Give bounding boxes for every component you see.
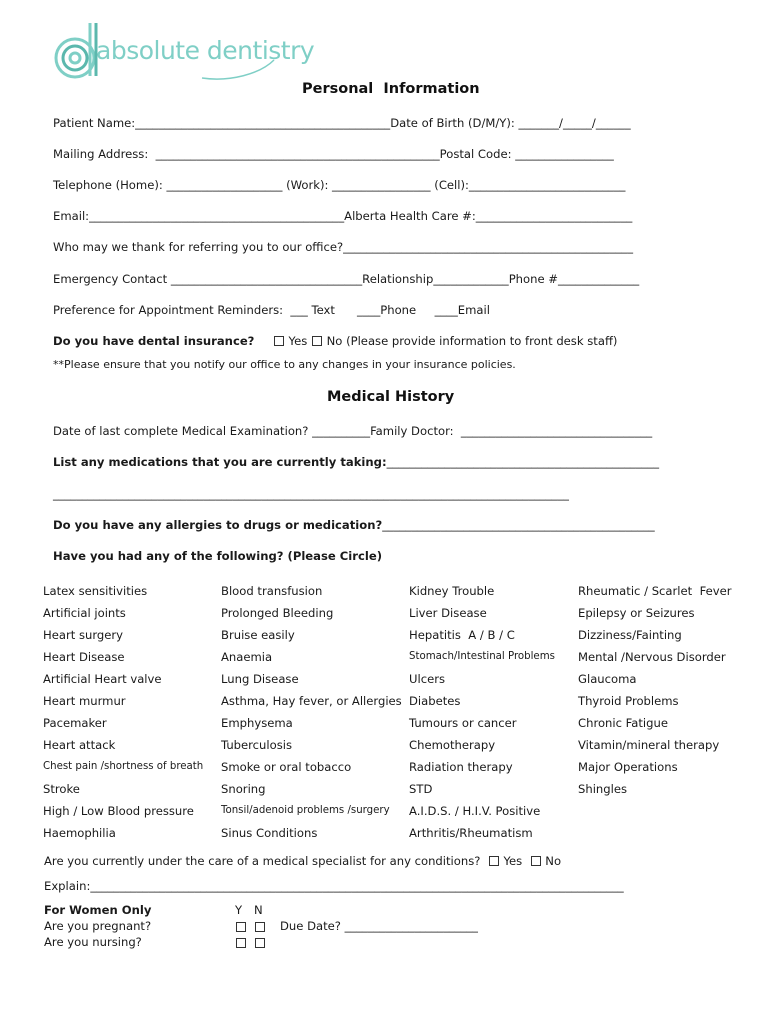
condition-item[interactable]: Blood transfusion <box>221 584 323 598</box>
condition-item[interactable]: Ulcers <box>409 672 446 686</box>
condition-item[interactable]: Diabetes <box>409 694 461 708</box>
condition-item[interactable]: Liver Disease <box>409 606 487 620</box>
condition-item[interactable]: A.I.D.S. / H.I.V. Positive <box>409 804 541 818</box>
nursing-no-checkbox[interactable] <box>255 938 265 948</box>
condition-item[interactable]: Shingles <box>578 782 628 796</box>
condition-item[interactable]: Tumours or cancer <box>409 716 517 730</box>
condition-item[interactable]: Artificial Heart valve <box>43 672 162 686</box>
allergies-blank: _______________________________________________ <box>382 518 655 532</box>
condition-item[interactable]: Artificial joints <box>43 606 126 620</box>
condition-item[interactable]: Smoke or oral tobacco <box>221 760 352 774</box>
email-line[interactable]: Email:____________________________________________Alberta Health Care #:___________________________ <box>53 209 633 223</box>
condition-item[interactable]: High / Low Blood pressure <box>43 804 194 818</box>
pregnant-no-checkbox[interactable] <box>255 922 265 932</box>
condition-item[interactable]: Lung Disease <box>221 672 299 686</box>
medications-blank-line[interactable]: _________________________________________________________________________________________ <box>53 487 569 501</box>
insurance-yes-checkbox[interactable] <box>274 336 284 346</box>
appointment-reminder-line[interactable]: Preference for Appointment Reminders: ___ Text ____Phone ____Email <box>53 303 490 317</box>
specialist-no-checkbox[interactable] <box>531 856 541 866</box>
condition-item[interactable]: Thyroid Problems <box>578 694 679 708</box>
women-only-heading: For Women Only <box>44 903 152 917</box>
condition-item[interactable]: Anaemia <box>221 650 273 664</box>
insurance-note: **Please ensure that you notify our office to any changes in your insurance policies. <box>53 358 516 371</box>
no-column-label: N <box>254 903 263 917</box>
condition-item[interactable]: Rheumatic / Scarlet Fever <box>578 584 732 598</box>
medications-question: List any medications that you are currently taking: <box>53 455 387 469</box>
allergies-line[interactable] <box>53 518 655 532</box>
condition-item[interactable]: Tonsil/adenoid problems /surgery <box>221 805 390 816</box>
condition-item[interactable]: Latex sensitivities <box>43 584 148 598</box>
condition-item[interactable]: Hepatitis A / B / C <box>409 628 515 642</box>
condition-item[interactable]: Heart murmur <box>43 694 126 708</box>
following-question: Have you had any of the following? (Please Circle) <box>53 549 383 563</box>
logo-swoosh-icon <box>200 58 280 82</box>
patient-name-line[interactable]: Patient Name:____________________________________________Date of Birth (D/M/Y): _______/_____/______ <box>53 116 631 130</box>
specialist-no-label: No <box>545 854 562 868</box>
specialist-yes-checkbox[interactable] <box>489 856 499 866</box>
condition-item[interactable]: Glaucoma <box>578 672 637 686</box>
medications-line[interactable] <box>53 455 659 469</box>
condition-item[interactable]: Chemotherapy <box>409 738 496 752</box>
emergency-contact-line[interactable]: Emergency Contact _________________________________Relationship_____________Phone #______________ <box>53 272 640 286</box>
explain-line[interactable]: Explain:____________________________________________________________________________________________ <box>44 879 624 893</box>
specialist-row <box>44 854 561 868</box>
condition-item[interactable]: Arthritis/Rheumatism <box>409 826 533 840</box>
mailing-address-line[interactable]: Mailing Address: _________________________________________________Postal Code: _________________ <box>53 147 614 161</box>
condition-item[interactable]: Radiation therapy <box>409 760 513 774</box>
condition-item[interactable]: Snoring <box>221 782 266 796</box>
condition-item[interactable]: Mental /Nervous Disorder <box>578 650 726 664</box>
insurance-question: Do you have dental insurance? <box>53 334 255 348</box>
condition-item[interactable]: Epilepsy or Seizures <box>578 606 695 620</box>
condition-item[interactable]: Kidney Trouble <box>409 584 495 598</box>
condition-item[interactable]: Bruise easily <box>221 628 295 642</box>
insurance-no-label: No (Please provide information to front desk staff) <box>326 334 618 348</box>
condition-item[interactable]: Heart attack <box>43 738 116 752</box>
due-date-line[interactable]: Due Date? _______________________ <box>280 919 478 933</box>
condition-item[interactable]: Pacemaker <box>43 716 107 730</box>
insurance-row <box>53 334 617 348</box>
condition-item[interactable]: Stroke <box>43 782 80 796</box>
condition-item[interactable]: Heart surgery <box>43 628 124 642</box>
condition-item[interactable]: Stomach/Intestinal Problems <box>409 651 555 662</box>
condition-item[interactable]: STD <box>409 782 433 796</box>
logo-text: absolute dentistry <box>96 36 315 65</box>
condition-item[interactable]: Sinus Conditions <box>221 826 318 840</box>
condition-item[interactable]: Dizziness/Fainting <box>578 628 682 642</box>
condition-item[interactable]: Asthma, Hay fever, or Allergies <box>221 694 402 708</box>
yes-column-label: Y <box>235 903 243 917</box>
medical-history-heading: Medical History <box>327 389 455 405</box>
medications-blank: _______________________________________________ <box>386 455 660 469</box>
personal-info-heading: Personal Information <box>302 81 480 97</box>
condition-item[interactable]: Vitamin/mineral therapy <box>578 738 720 752</box>
telephone-line[interactable]: Telephone (Home): ____________________ (Work): _________________ (Cell):___________________________ <box>53 178 626 192</box>
condition-item[interactable]: Chest pain /shortness of breath <box>43 761 204 772</box>
condition-item[interactable]: Prolonged Bleeding <box>221 606 334 620</box>
condition-item[interactable]: Heart Disease <box>43 650 125 664</box>
medical-exam-line[interactable]: Date of last complete Medical Examination? __________Family Doctor: _________________________________ <box>53 424 653 438</box>
logo-icon <box>52 20 102 82</box>
condition-item[interactable]: Major Operations <box>578 760 678 774</box>
condition-item[interactable]: Emphysema <box>221 716 293 730</box>
pregnant-question: Are you pregnant? <box>44 919 152 933</box>
insurance-yes-label: Yes <box>288 334 308 348</box>
nursing-yes-checkbox[interactable] <box>236 938 246 948</box>
condition-item[interactable]: Tuberculosis <box>221 738 293 752</box>
allergies-question: Do you have any allergies to drugs or medication? <box>53 518 383 532</box>
specialist-question: Are you currently under the care of a medical specialist for any conditions? <box>44 854 481 868</box>
referral-line[interactable]: Who may we thank for referring you to our office?__________________________________________________ <box>53 240 634 254</box>
condition-item[interactable]: Haemophilia <box>43 826 116 840</box>
specialist-yes-label: Yes <box>503 854 523 868</box>
nursing-question: Are you nursing? <box>44 935 142 949</box>
pregnant-yes-checkbox[interactable] <box>236 922 246 932</box>
condition-item[interactable]: Chronic Fatigue <box>578 716 668 730</box>
insurance-no-checkbox[interactable] <box>312 336 322 346</box>
